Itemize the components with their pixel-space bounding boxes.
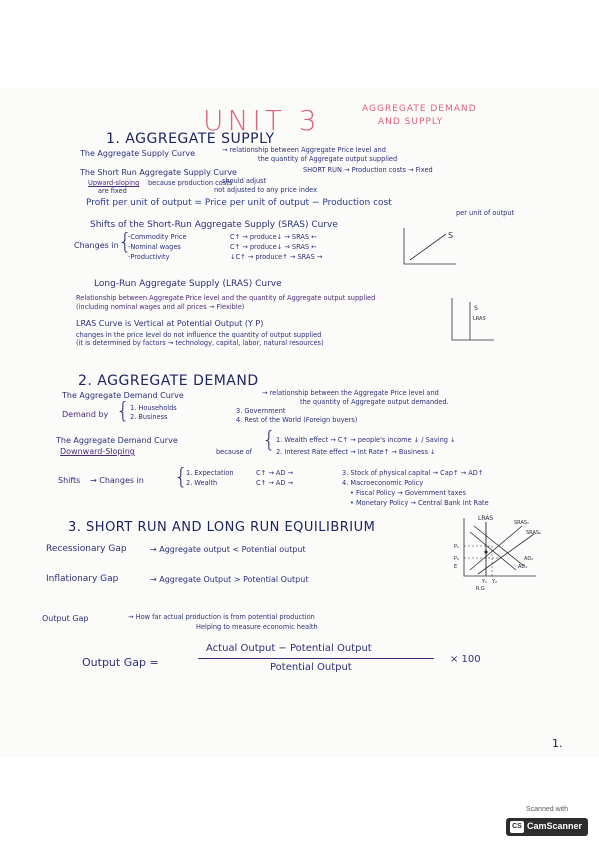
ad-shift-right-2: 4. Macroeconomic Policy	[342, 479, 424, 487]
topic-line-2: AND SUPPLY	[378, 117, 444, 127]
sras-graph-line	[410, 234, 446, 260]
ad-shift-effect-1: C↑ → AD →	[256, 469, 294, 477]
eq-graph-lras-label: LRAS	[478, 515, 494, 522]
eq-graph-sras2-label: SRAS₂	[526, 530, 542, 536]
section-2-heading: 2. AGGREGATE DEMAND	[78, 373, 259, 389]
lras-def-2: (including nominal wages and all prices → Flexible)	[76, 303, 245, 311]
eq-graph-sras1-label: SRAS₁	[514, 520, 530, 526]
eq-graph-y1-label: Y₁	[482, 579, 488, 585]
badge-scanned-with: Scanned with	[525, 806, 569, 813]
demander-1: 1. Households	[130, 404, 177, 412]
eq-graph-p1-label: P₁	[454, 544, 460, 550]
sras-label: The Short Run Aggregate Supply Curve	[80, 168, 237, 177]
inflationary-label: Inflationary Gap	[46, 574, 119, 584]
ad-def-1: → relationship between the Aggregate Price level and	[262, 389, 439, 397]
lras-vertical: LRAS Curve is Vertical at Potential Output (Y P)	[76, 319, 264, 328]
lras-graph	[448, 296, 498, 344]
effect-2: 2. Interest Rate effect → Int Rate↑ → Business ↓	[276, 448, 436, 456]
unit-title: UNIT 3	[203, 104, 321, 137]
eq-graph-p2-label: P₂	[454, 556, 460, 562]
recessionary-def: → Aggregate output < Potential output	[150, 545, 306, 554]
shift-item-1: -Commodity Price	[128, 233, 187, 241]
equilibrium-graph	[444, 512, 544, 592]
sras-graph	[400, 226, 460, 268]
section-1-heading: 1. AGGREGATE SUPPLY	[106, 131, 275, 147]
eq-graph-y2-label: Y₂	[492, 579, 498, 585]
brace-demand: {	[116, 399, 130, 424]
sras-graph-label: S	[448, 231, 454, 240]
formula-lhs: Output Gap =	[82, 656, 159, 669]
upward-note-3: are fixed	[98, 187, 127, 195]
ad-shift-right-1: 3. Stock of physical capital → Cap↑ → AD↑	[342, 469, 484, 477]
effect-1: 1. Wealth effect → C↑ → people's income ↓ / Saving ↓	[276, 436, 456, 444]
topic-line-1: AGGREGATE DEMAND	[362, 104, 477, 114]
changes-in-label: Changes in	[74, 241, 119, 250]
camscanner-badge	[506, 806, 588, 838]
upward-note-4: not adjusted to any price index	[214, 186, 317, 194]
eq-graph-real-gdp-label: R.G	[476, 586, 485, 592]
lras-vertical-note-2: (it is determined by factors → technology, capital, labor, natural resources)	[76, 339, 324, 347]
inflationary-def: → Aggregate Output > Potential Output	[150, 575, 309, 584]
because-of: because of	[216, 448, 253, 456]
lras-def-1: Relationship between Aggregate Price level and the quantity of Aggregate output supplied	[76, 294, 376, 302]
downward-line-1: The Aggregate Demand Curve	[56, 436, 178, 445]
badge-brand: CamScanner	[527, 821, 583, 831]
formula-fraction-bar	[198, 658, 434, 659]
shift-item-3: -Productivity	[128, 253, 170, 261]
eq-graph-ad1-label: AD₁	[518, 564, 528, 570]
formula-denominator: Potential Output	[270, 662, 352, 673]
ad-shift-effect-2: C↑ → AD →	[256, 479, 294, 487]
formula-numerator: Actual Output − Potential Output	[206, 643, 372, 654]
ad-shift-right-4: • Monetary Policy → Central Bank Int Rate	[350, 499, 489, 507]
ad-curve-label: The Aggregate Demand Curve	[62, 391, 184, 400]
demander-4: 4. Rest of the World (Foreign buyers)	[236, 416, 358, 424]
profit-line: Profit per unit of output = Price per unit of output − Production cost	[86, 198, 392, 208]
output-gap-label: Output Gap	[42, 614, 89, 623]
ad-shift-item-2: 2. Wealth	[186, 479, 218, 487]
section-3-heading: 3. SHORT RUN AND LONG RUN EQUILIBRIUM	[68, 520, 376, 535]
eq-graph-e-label: E	[454, 564, 458, 570]
upward-sloping: Upward-sloping	[88, 179, 140, 187]
eq-graph-point-e	[484, 550, 487, 553]
demander-2: 2. Business	[130, 413, 168, 421]
demand-by-label: Demand by	[62, 410, 109, 419]
formula-times-100: × 100	[450, 654, 481, 665]
ad-shift-right-3: • Fiscal Policy → Government taxes	[350, 489, 466, 497]
ad-shifts-label: Shifts	[58, 476, 81, 485]
output-gap-def-2: Helping to measure economic health	[196, 623, 318, 631]
shift-item-2: -Nominal wages	[128, 243, 181, 251]
brace-shifts: {	[174, 465, 188, 490]
downward-sloping: Downward-Sloping	[60, 447, 135, 456]
sras-shifts-heading: Shifts of the Short-Run Aggregate Supply (SRAS) Curve	[90, 220, 338, 230]
as-curve-def-1: → relationship between Aggregate Price level and	[222, 146, 386, 154]
sras-def: SHORT RUN → Production costs → Fixed	[303, 166, 433, 174]
lras-graph-label: LRAS	[473, 316, 486, 322]
as-curve-def-2: the quantity of Aggregate output supplied	[258, 155, 398, 163]
ad-shift-item-1: 1. Expectation	[186, 469, 234, 477]
brace-sras: {	[118, 230, 132, 255]
demander-3: 3. Government	[236, 407, 286, 415]
badge-bar	[506, 818, 588, 836]
profit-line-2: per unit of output	[456, 209, 515, 217]
ad-def-2: the quantity of Aggregate output demanded.	[300, 398, 449, 406]
shift-effect-3: ↓C↑ → produce↑ → SRAS →	[230, 253, 323, 261]
upward-note-1: because production costs	[148, 179, 233, 187]
lras-heading: Long-Run Aggregate Supply (LRAS) Curve	[94, 279, 282, 289]
eq-graph-ad2-label: AD₂	[524, 556, 534, 562]
ad-changes-in: → Changes in	[90, 476, 144, 485]
output-gap-def-1: → How far actual production is from potential production	[128, 613, 315, 621]
camscanner-logo-icon: CS	[510, 821, 524, 833]
shift-effect-1: C↑ → produce↓ → SRAS ←	[230, 233, 317, 241]
lras-vertical-note-1: changes in the price level do not influence the quantity of output supplied	[76, 331, 322, 339]
as-curve-label: The Aggregate Supply Curve	[80, 149, 196, 158]
upward-note-2: should adjust	[222, 177, 267, 185]
brace-effects: {	[262, 428, 276, 453]
shift-effect-2: C↑ → produce↓ → SRAS ←	[230, 243, 317, 251]
lras-graph-label-s: S	[474, 305, 478, 312]
recessionary-label: Recessionary Gap	[46, 544, 127, 554]
page-number: 1.	[552, 737, 563, 750]
